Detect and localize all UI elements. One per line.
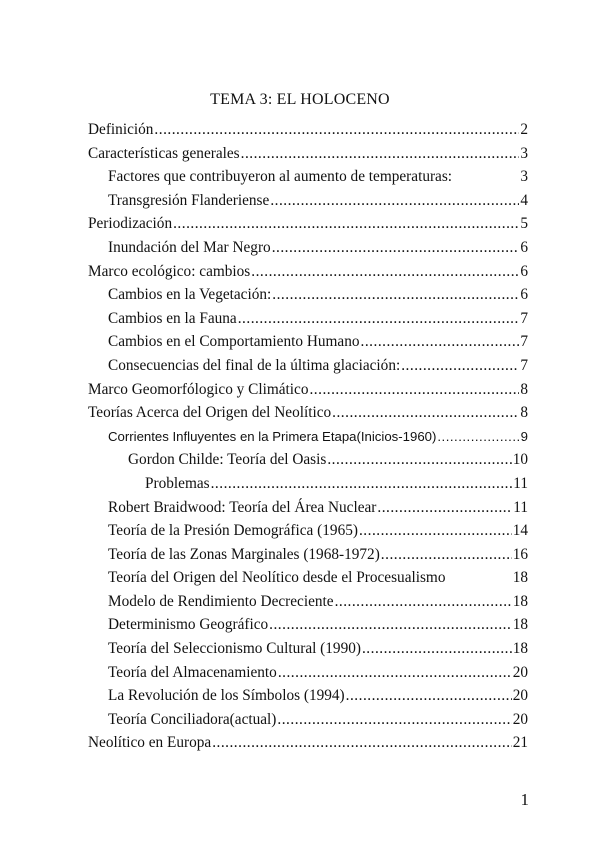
toc-entry[interactable] <box>88 543 528 567</box>
toc-dot-leader <box>251 260 519 284</box>
toc-entry-page: 11 <box>513 474 528 492</box>
toc-entry[interactable] <box>88 260 528 284</box>
toc-entry-title: Periodización <box>88 215 173 233</box>
toc-entry-page: 18 <box>512 592 528 610</box>
toc-dot-leader <box>241 142 520 166</box>
toc-entry[interactable] <box>88 283 528 307</box>
toc-entry[interactable] <box>88 637 528 661</box>
toc-dot-leader <box>211 472 513 496</box>
toc-entry-title: Teoría del Seleccionismo Cultural (1990) <box>108 640 361 658</box>
toc-entry[interactable] <box>88 566 528 590</box>
toc-entry-title: Cambios en la Vegetación: <box>108 286 272 304</box>
toc-entry[interactable] <box>88 401 528 425</box>
toc-entry-page: 4 <box>520 191 528 209</box>
toc-entry-title: Inundación del Mar Negro <box>108 238 271 256</box>
toc-entry[interactable] <box>88 330 528 354</box>
toc-entry-title: Problemas <box>145 474 210 492</box>
toc-dot-leader <box>270 189 519 213</box>
toc-entry[interactable] <box>88 142 528 166</box>
toc-entry-title: Consecuencias del final de la última glaciación: <box>108 356 401 374</box>
toc-entry-page: 20 <box>512 687 528 705</box>
toc-entry-page: 20 <box>512 710 528 728</box>
toc-entry-page: 5 <box>520 215 528 233</box>
toc-entry-title: Características generales <box>88 144 240 162</box>
toc-entry-title: Teoría Conciliadora(actual) <box>108 710 277 728</box>
toc-entry-title: Modelo de Rendimiento Decreciente <box>108 592 334 610</box>
toc-entry[interactable] <box>88 378 528 402</box>
toc-entry-page: 10 <box>512 451 528 469</box>
toc-dot-leader <box>269 613 512 637</box>
toc-dot-leader <box>173 212 519 236</box>
page-title: TEMA 3: EL HOLOCENO <box>210 91 390 108</box>
toc-entry[interactable] <box>88 118 528 142</box>
toc-entry[interactable] <box>88 189 528 213</box>
toc-entry-page: 14 <box>512 522 528 540</box>
toc-dot-leader <box>277 708 511 732</box>
toc-dot-leader <box>335 590 512 614</box>
toc-entry-page: 3 <box>520 144 528 162</box>
toc-entry-page: 11 <box>513 498 528 516</box>
toc-entry-page: 18 <box>512 640 528 658</box>
toc-entry-title: Teoría de la Presión Demográfica (1965) <box>108 522 358 540</box>
toc-entry-page: 18 <box>512 569 528 587</box>
toc-entry-page: 9 <box>520 428 528 444</box>
toc-entry-title: Teoría del Origen del Neolítico desde el Procesualismo <box>108 569 446 587</box>
toc-entry[interactable] <box>88 472 528 496</box>
toc-entry-title: Marco ecológico: cambios <box>88 262 251 280</box>
toc-entry-title: Gordon Childe: Teoría del Oasis <box>128 451 327 469</box>
toc-entry-title: Teoría del Almacenamiento <box>108 663 277 681</box>
toc-entry[interactable] <box>88 165 528 189</box>
page-number: 1 <box>520 790 529 809</box>
toc-entry-title: Determinismo Geográfico <box>108 616 269 634</box>
toc-dot-leader <box>346 684 512 708</box>
toc-dot-leader <box>278 661 512 685</box>
toc-entry[interactable] <box>88 354 528 378</box>
toc-dot-leader <box>272 236 520 260</box>
toc-entry-page: 6 <box>520 238 528 256</box>
table-of-contents <box>88 118 528 755</box>
toc-entry[interactable] <box>88 661 528 685</box>
toc-dot-leader <box>309 378 519 402</box>
toc-entry-title: Transgresión Flanderiense <box>108 191 270 209</box>
toc-entry-page: 18 <box>512 616 528 634</box>
toc-entry[interactable] <box>88 236 528 260</box>
toc-entry-page: 21 <box>512 734 528 752</box>
toc-entry-page: 6 <box>520 286 528 304</box>
toc-dot-leader <box>381 543 512 567</box>
toc-entry-title: Cambios en la Fauna <box>108 309 237 327</box>
toc-dot-leader <box>361 330 520 354</box>
toc-entry[interactable] <box>88 519 528 543</box>
toc-entry-title: Teoría de las Zonas Marginales (1968-1972) <box>108 545 380 563</box>
toc-entry-page: 6 <box>520 262 528 280</box>
toc-entry-title: Neolítico en Europa <box>88 734 212 752</box>
toc-dot-leader <box>359 519 512 543</box>
toc-entry[interactable] <box>88 425 528 449</box>
toc-entry-page: 16 <box>512 545 528 563</box>
toc-entry-page: 8 <box>520 404 528 422</box>
toc-entry[interactable] <box>88 448 528 472</box>
toc-entry[interactable] <box>88 212 528 236</box>
toc-dot-leader <box>327 448 511 472</box>
toc-entry-title: Marco Geomorfólogico y Climático <box>88 380 309 398</box>
toc-entry-page: 7 <box>520 309 528 327</box>
toc-entry-page: 7 <box>520 356 528 374</box>
toc-entry-title: Robert Braidwood: Teoría del Área Nuclear <box>108 498 377 516</box>
toc-dot-leader <box>437 425 519 449</box>
toc-entry-title: Corrientes Influyentes en la Primera Etapa(Inicios-1960) <box>108 428 437 444</box>
toc-dot-leader <box>362 637 512 661</box>
toc-dot-leader <box>154 118 519 142</box>
toc-dot-leader <box>377 496 512 520</box>
toc-entry[interactable] <box>88 590 528 614</box>
toc-entry-page: 2 <box>520 121 528 138</box>
toc-entry-title: La Revolución de los Símbolos (1994) <box>108 687 345 705</box>
toc-dot-leader <box>212 731 512 755</box>
toc-entry[interactable] <box>88 731 528 755</box>
toc-entry[interactable] <box>88 307 528 331</box>
toc-entry-title: Definición <box>88 121 154 138</box>
toc-entry[interactable] <box>88 708 528 732</box>
toc-entry-title: Teorías Acerca del Origen del Neolítico <box>88 404 332 422</box>
toc-entry-page: 3 <box>520 168 528 186</box>
toc-entry-page: 7 <box>520 333 528 351</box>
toc-dot-leader <box>238 307 520 331</box>
toc-entry-title: Cambios en el Comportamiento Humano <box>108 333 360 351</box>
toc-dot-leader <box>401 354 519 378</box>
toc-entry[interactable] <box>88 496 528 520</box>
toc-dot-leader <box>272 283 519 307</box>
toc-entry-page: 8 <box>520 380 528 398</box>
toc-entry-title: Factores que contribuyeron al aumento de temperaturas: <box>108 168 453 186</box>
toc-dot-leader <box>332 401 519 425</box>
toc-entry[interactable] <box>88 684 528 708</box>
toc-entry-page: 20 <box>512 663 528 681</box>
toc-entry[interactable] <box>88 613 528 637</box>
